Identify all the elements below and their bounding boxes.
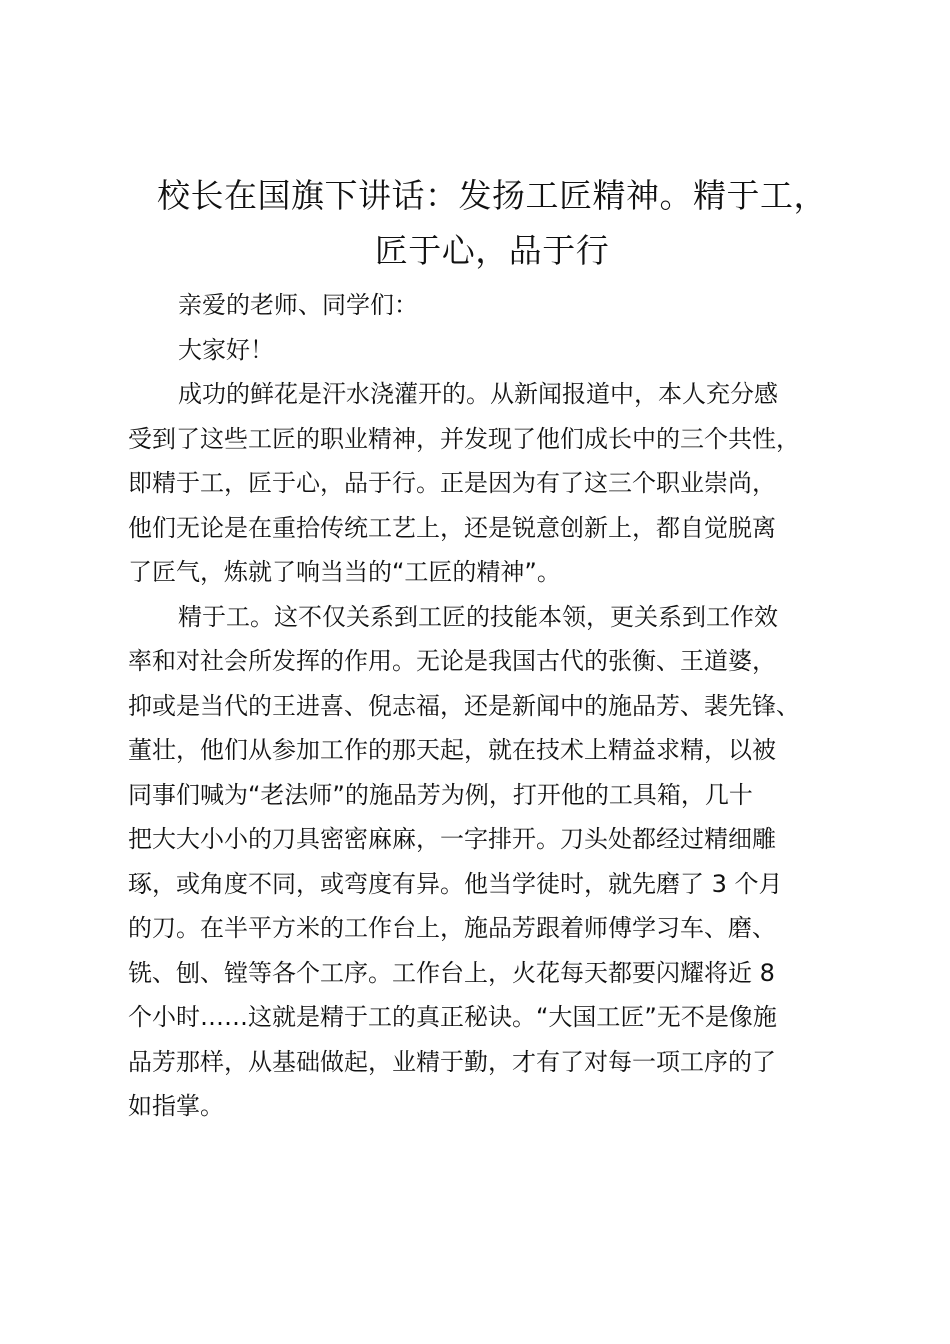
paragraph-line: 成功的鲜花是汗水浇灌开的。从新闻报道中，本人充分感 [178, 380, 778, 408]
paragraph-line: 即精于工，匠于心，品于行。正是因为有了这三个职业崇尚， [128, 469, 776, 497]
page-title [128, 168, 856, 278]
paragraph-line: 如指掌。 [128, 1092, 224, 1120]
paragraph-line: 同事们喊为“老法师”的施品芳为例，打开他的工具箱，几十 [128, 780, 753, 809]
paragraph-line: 个小时……这就是精于工的真正秘诀。“大国工匠”无不是像施 [128, 1003, 777, 1031]
paragraph-2 [128, 595, 856, 1129]
title-line-2: 匠于心，品于行 [374, 231, 610, 270]
paragraph-line: 精于工。这不仅关系到工匠的技能本领，更关系到工作效 [178, 602, 778, 631]
paragraph-line: 受到了这些工匠的职业精神，并发现了他们成长中的三个共性， [128, 424, 800, 453]
paragraph-line: 他们无论是在重拾传统工艺上，还是锐意创新上，都自觉脱离 [128, 513, 776, 542]
salutation: 亲爱的老师、同学们： [178, 291, 418, 319]
paragraph-line: 把大大小小的刀具密密麻麻，一字排开。刀头处都经过精细雕 [128, 825, 776, 853]
title-line-1: 校长在国旗下讲话：发扬工匠精神。精于工， [157, 176, 827, 215]
paragraph-line: 董壮，他们从参加工作的那天起，就在技术上精益求精，以被 [128, 736, 776, 764]
paragraph-line: 的刀。在半平方米的工作台上，施品芳跟着师傅学习车、磨、 [128, 914, 776, 942]
paragraph-line: 品芳那样，从基础做起，业精于勤，才有了对每一项工序的了 [128, 1047, 776, 1076]
greeting: 大家好！ [178, 335, 274, 364]
paragraph-line: 铣、刨、镗等各个工序。工作台上，火花每天都要闪耀将近 8 [128, 958, 775, 987]
paragraph-line: 率和对社会所发挥的作用。无论是我国古代的张衡、王道婆， [128, 647, 776, 675]
paragraph-line: 了匠气，炼就了响当当的“工匠的精神”。 [128, 558, 561, 586]
paragraph-line: 抑或是当代的王进喜、倪志福，还是新闻中的施品芳、裴先锋、 [128, 691, 800, 720]
document-page [128, 168, 856, 1129]
paragraph-line: 琢，或角度不同，或弯度有异。他当学徒时，就先磨了 3 个月 [128, 869, 783, 898]
paragraph-1 [128, 372, 856, 595]
